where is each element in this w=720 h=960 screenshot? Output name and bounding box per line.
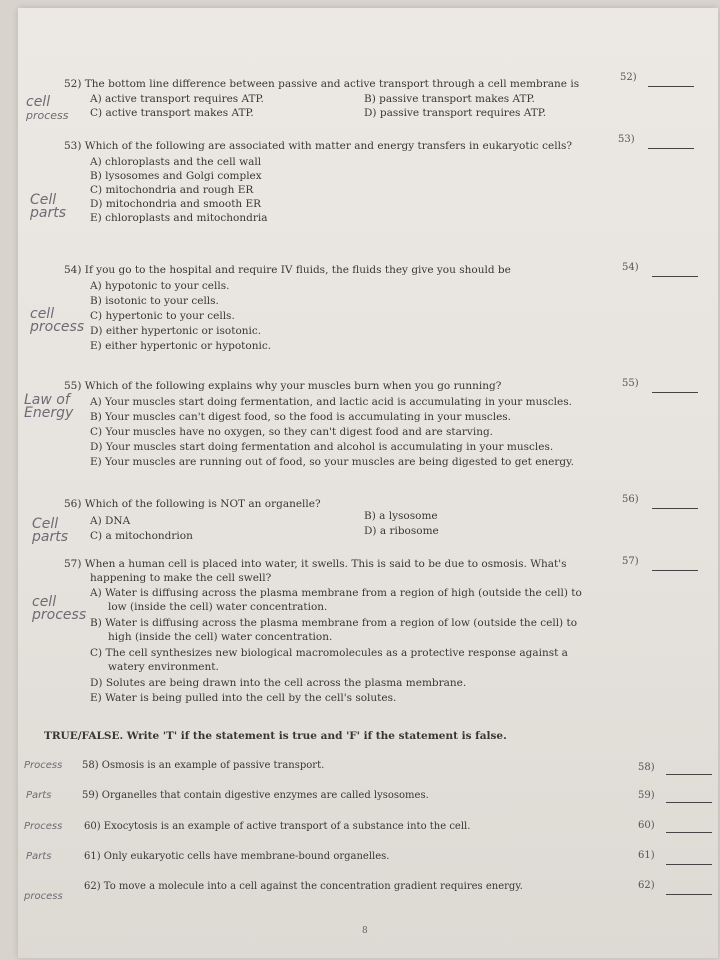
question-57-option-a-line1: A) Water is diffusing across the plasma membrane from a region of high (outside the cell) to <box>90 587 582 599</box>
question-55-stem: 55) Which of the following explains why your muscles burn when you go running? <box>64 380 502 392</box>
tf-item-58: 58) Osmosis is an example of passive transport. <box>82 760 325 771</box>
question-53-option-c: C) mitochondria and rough ER <box>90 184 254 196</box>
answer-label-58: 58) <box>638 762 655 773</box>
question-55-option-d: D) Your muscles start doing fermentation and alcohol is accumulating in your muscles. <box>90 441 554 453</box>
question-52-option-a: A) active transport requires ATP. <box>90 93 264 105</box>
question-55-option-b: B) Your muscles can't digest food, so the food is accumulating in your muscles. <box>90 411 512 423</box>
answer-blank-53[interactable] <box>648 148 694 149</box>
question-54-option-a: A) hypotonic to your cells. <box>90 280 230 292</box>
exam-page <box>18 8 718 958</box>
answer-label-52: 52) <box>620 72 637 83</box>
margin-note-57: cell process <box>32 594 87 623</box>
question-52-option-d: D) passive transport requires ATP. <box>364 107 547 119</box>
question-53-option-d: D) mitochondria and smooth ER <box>90 198 262 210</box>
page-number: 8 <box>362 926 368 936</box>
question-56-option-d: D) a ribosome <box>364 525 439 537</box>
answer-blank-60[interactable] <box>666 832 712 833</box>
tf-item-61: 61) Only eukaryotic cells have membrane-bound organelles. <box>84 851 390 862</box>
answer-label-57: 57) <box>622 556 639 567</box>
question-55-option-c: C) Your muscles have no oxygen, so they can't digest food and are starving. <box>90 426 494 438</box>
tf-note-61: Parts <box>26 851 52 862</box>
answer-blank-54[interactable] <box>652 276 698 277</box>
question-57-stem-line1: 57) When a human cell is placed into water, it swells. This is said to be due to osmosis. What's <box>64 558 567 570</box>
question-57-option-d: D) Solutes are being drawn into the cell across the plasma membrane. <box>90 677 467 689</box>
margin-note-52: cell process <box>26 94 69 122</box>
answer-label-62: 62) <box>638 880 655 891</box>
answer-blank-57[interactable] <box>652 570 698 571</box>
answer-blank-55[interactable] <box>652 392 698 393</box>
question-57-stem-line2: happening to make the cell swell? <box>90 572 272 584</box>
tf-item-60: 60) Exocytosis is an example of active transport of a substance into the cell. <box>84 821 471 832</box>
true-false-header: TRUE/FALSE. Write 'T' if the statement is true and 'F' if the statement is false. <box>44 730 507 742</box>
question-53-option-b: B) lysosomes and Golgi complex <box>90 170 262 182</box>
question-57-option-e: E) Water is being pulled into the cell by the cell's solutes. <box>90 692 397 704</box>
answer-blank-52[interactable] <box>648 86 694 87</box>
tf-note-60: Process <box>24 821 63 832</box>
question-56-stem: 56) Which of the following is NOT an organelle? <box>64 498 321 510</box>
question-57-option-c-line1: C) The cell synthesizes new biological macromolecules as a protective response against a <box>90 647 568 659</box>
answer-label-55: 55) <box>622 378 639 389</box>
margin-note-54: cell process <box>30 306 85 335</box>
question-57-option-c-line2: watery environment. <box>108 661 219 673</box>
answer-blank-58[interactable] <box>666 774 712 775</box>
question-53-option-a: A) chloroplasts and the cell wall <box>90 156 262 168</box>
question-57-option-b-line2: high (inside the cell) water concentration. <box>108 631 333 643</box>
question-52-option-c: C) active transport makes ATP. <box>90 107 254 119</box>
question-52-stem: 52) The bottom line difference between passive and active transport through a cell membrane is <box>64 78 580 90</box>
question-54-option-e: E) either hypertonic or hypotonic. <box>90 340 272 352</box>
question-56-option-b: B) a lysosome <box>364 510 438 522</box>
question-54-option-b: B) isotonic to your cells. <box>90 295 219 307</box>
answer-blank-59[interactable] <box>666 802 712 803</box>
tf-note-58: Process <box>24 760 63 771</box>
question-56-option-a: A) DNA <box>90 515 131 527</box>
tf-note-59: Parts <box>26 790 52 801</box>
margin-note-53: Cell parts <box>30 192 67 221</box>
question-54-stem: 54) If you go to the hospital and require IV fluids, the fluids they give you should be <box>64 264 511 276</box>
question-56-option-c: C) a mitochondrion <box>90 530 193 542</box>
answer-blank-56[interactable] <box>652 508 698 509</box>
question-57-option-a-line2: low (inside the cell) water concentration. <box>108 601 328 613</box>
tf-item-59: 59) Organelles that contain digestive enzymes are called lysosomes. <box>82 790 429 801</box>
question-52-option-b: B) passive transport makes ATP. <box>364 93 535 105</box>
answer-label-61: 61) <box>638 850 655 861</box>
answer-label-53: 53) <box>618 134 635 145</box>
answer-label-60: 60) <box>638 820 655 831</box>
answer-blank-61[interactable] <box>666 864 712 865</box>
answer-blank-62[interactable] <box>666 894 712 895</box>
question-53-option-e: E) chloroplasts and mitochondria <box>90 212 268 224</box>
question-57-option-b-line1: B) Water is diffusing across the plasma membrane from a region of low (outside the cell) to <box>90 617 578 629</box>
margin-note-56: Cell parts <box>32 516 69 545</box>
answer-label-56: 56) <box>622 494 639 505</box>
question-54-option-d: D) either hypertonic or isotonic. <box>90 325 262 337</box>
question-55-option-e: E) Your muscles are running out of food, so your muscles are being digested to get energy. <box>90 456 574 468</box>
question-53-stem: 53) Which of the following are associated with matter and energy transfers in eukaryotic cells? <box>64 140 572 152</box>
tf-note-62: process <box>24 891 63 902</box>
answer-label-59: 59) <box>638 790 655 801</box>
margin-note-55: Law of Energy <box>24 392 74 421</box>
tf-item-62: 62) To move a molecule into a cell against the concentration gradient requires energy. <box>84 881 523 892</box>
question-54-option-c: C) hypertonic to your cells. <box>90 310 235 322</box>
answer-label-54: 54) <box>622 262 639 273</box>
question-55-option-a: A) Your muscles start doing fermentation, and lactic acid is accumulating in your muscles. <box>90 396 572 408</box>
